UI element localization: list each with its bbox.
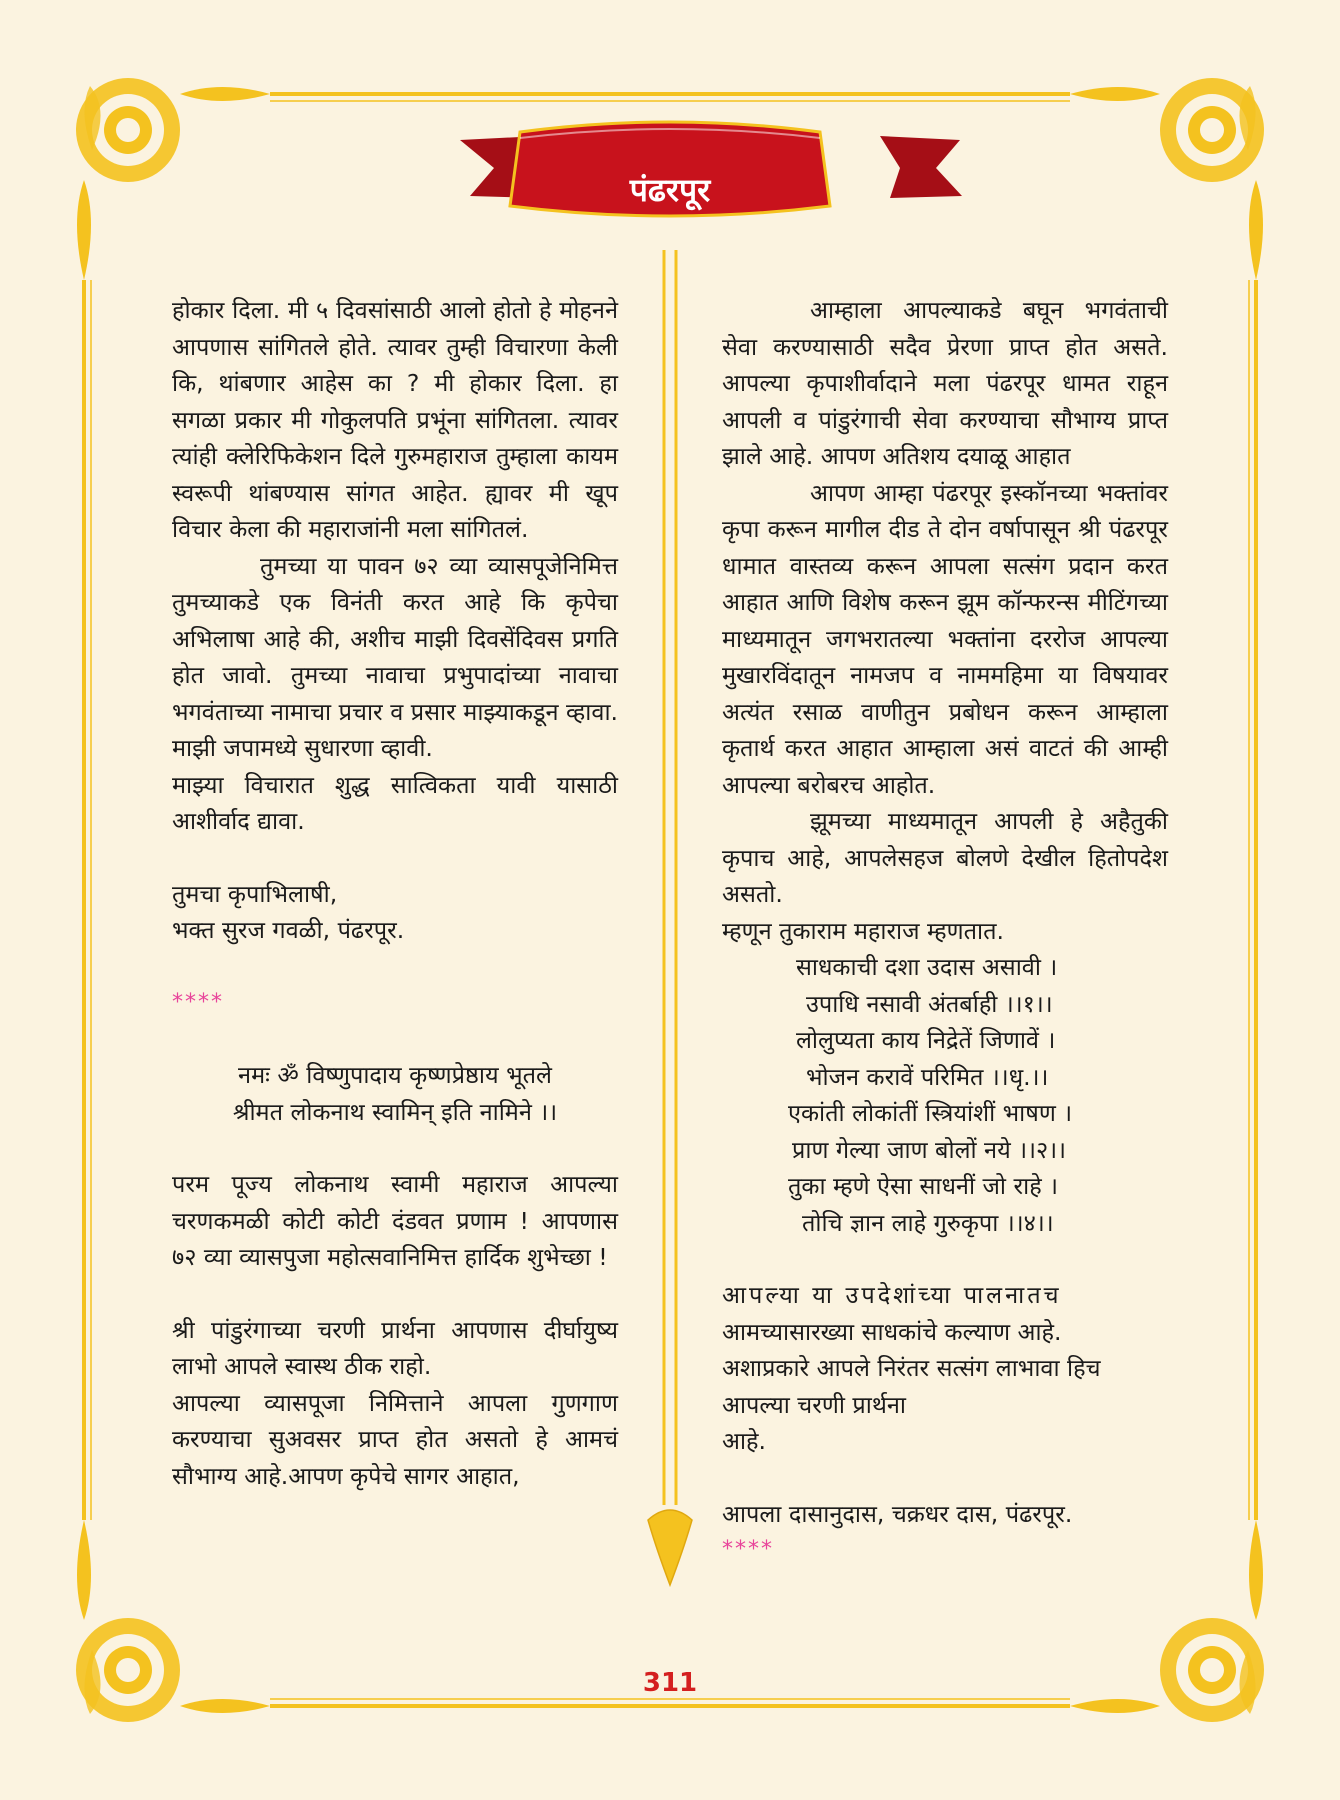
left-paragraph-5: श्री पांडुरंगाच्या चरणी प्रार्थना आपणास दीर्घायुष्य लाभो आपले स्वास्थ ठीक राहो. <box>172 1315 618 1380</box>
separator-stars: **** <box>172 989 224 1015</box>
right-paragraph-2: आपण आम्हा पंढरपूर इस्कॉनच्या भक्तांवर कृपा करून मागील दीड ते दोन वर्षापासून श्री पंढरपूर धामात वास्तव्य करून आपला सत्संग प्रदान करत आहात आणि विशेष करून झूम कॉन्फरन्स मीटिंगच्या माध्यमातून जगभरातल्या भक्तांना दररोज आपल्या मुखारविंदातून नामजप व नाममहिमा या विषयावर अत्यंत रसाळ वाणीतुन प्रबोधन करून आम्हाला कृतार्थ करत आहात आम्हाला असं वाटतं की आम्ही आपल्या बरोबरच आहोत. <box>722 478 1168 799</box>
right-paragraph-1: आम्हाला आपल्याकडे बघून भगवंताची सेवा करण्यासाठी सदैव प्रेरणा प्राप्त होत असते. आपल्या कृपाशीर्वादाने मला पंढरपूर धामत राहून आपली व पांडुरंगाची सेवा करण्याचा सौभाग्य प्राप्त झाले आहे. आपण अतिशय दयाळू आहात <box>722 296 1168 470</box>
right-paragraph-5a: आपल्या या उपदेशांच्या पालनातच <box>722 1281 1062 1309</box>
right-signature: आपला दासानुदास, चक्रधर दास, पंढरपूर. <box>722 1499 1073 1528</box>
page-title: पंढरपूर <box>629 171 711 209</box>
verse-line: तोचि ज्ञान लाहे गुरुकृपा ।।४।। <box>802 1208 1054 1237</box>
left-paragraph-6: आपल्या व्यासपूजा निमित्ताने आपला गुणगाण करण्याचा सुअवसर प्राप्त होत असतो हे आमचं सौभाग्य आहे.आपण कृपेचे सागर आहात, <box>172 1388 618 1490</box>
right-paragraph-6a: अशाप्रकारे आपले निरंतर सत्संग लाभावा हिच <box>722 1354 1101 1382</box>
corner-ornament-top-right <box>1070 78 1264 280</box>
mantra-line-1: नमः ॐ विष्णुपादाय कृष्णप्रेष्ठाय भूतले <box>238 1061 552 1089</box>
left-signature-line-2: भक्त सुरज गवळी, पंढरपूर. <box>172 916 405 944</box>
left-paragraph-2: तुमच्या या पावन ७२ व्या व्यासपूजेनिमित्त तुमच्याकडे एक विनंती करत आहे कि कृपेचा अभिलाषा आहे की, अशीच माझी दिवसेंदिवस प्रगति होत जावो. तुमच्या नावाचा प्रभुपादांच्या नावाचा भगवंताच्या नामाचा प्रचार व प्रसार माझ्याकडून व्हावा. माझी जपामध्ये सुधारणा व्हावी. <box>172 551 618 762</box>
column-divider <box>648 250 692 1585</box>
separator-stars: **** <box>722 1537 774 1562</box>
right-column <box>722 292 1168 1569</box>
mantra-line-2: श्रीमत लोकनाथ स्वामिन् इति नामिने ।। <box>232 1097 558 1126</box>
page-number: 311 <box>642 1668 698 1698</box>
verse-line: प्राण गेल्या जाण बोलों नये ।।२।। <box>792 1135 1067 1164</box>
verse-line: एकांती लोकांतीं स्त्रियांशीं भाषण । <box>788 1099 1073 1127</box>
left-paragraph-3: माझ्या विचारात शुद्ध सात्विकता यावी यासाठी आशीर्वाद द्यावा. <box>172 770 618 835</box>
left-paragraph-1: होकार दिला. मी ५ दिवसांसाठी आलो होतो हे मोहनने आपणास सांगितले होते. त्यावर तुम्ही विचारणा केली कि, थांबणार आहेस का ? मी होकार दिला. हा सगळा प्रकार मी गोकुलपति प्रभूंना सांगितला. त्यावर त्यांही क्लेरिफिकेशन दिले गुरुमहाराज तुम्हाला कायम स्वरूपी थांबण्यास सांगत आहेत. ह्यावर मी खूप विचार केला की महाराजांनी मला सांगितलं. <box>172 296 618 543</box>
left-column <box>172 292 618 1494</box>
verse-block <box>722 949 1168 1241</box>
verse-line: भोजन करावें परिमित ।।धृ.।। <box>806 1062 1049 1091</box>
right-paragraph-6b: आपल्या चरणी प्रार्थना <box>722 1390 906 1419</box>
corner-ornament-bottom-left <box>76 1520 270 1722</box>
left-paragraph-4: परम पूज्य लोकनाथ स्वामी महाराज आपल्या चरणकमळी कोटी कोटी दंडवत प्रणाम ! आपणास ७२ व्या व्यासपुजा महोत्सवानिमित्त हार्दिक शुभेच्छा ! <box>172 1170 618 1271</box>
verse-line: लोलुप्यता काय निद्रेतें जिणावें । <box>796 1026 1056 1054</box>
right-paragraph-6c: आहे. <box>722 1427 766 1455</box>
right-paragraph-3: झूमच्या माध्यमातून आपली हे अहैतुकी कृपाच आहे, आपलेसहज बोलणे देखील हितोपदेश असतो. <box>722 807 1168 908</box>
verse-line: तुका म्हणे ऐसा साधनीं जो राहे । <box>788 1172 1059 1200</box>
verse-line: उपाधि नसावी अंतर्बाही ।।१।। <box>806 989 1053 1018</box>
corner-ornament-top-left <box>76 78 270 280</box>
right-paragraph-4: म्हणून तुकाराम महाराज म्हणतात. <box>722 916 1004 945</box>
right-paragraph-5b: आमच्यासारख्या साधकांचे कल्याण आहे. <box>722 1317 1062 1346</box>
verse-line: साधकाची दशा उदास असावी । <box>796 953 1058 981</box>
left-signature-line-1: तुमचा कृपाभिलाषी, <box>172 879 338 908</box>
